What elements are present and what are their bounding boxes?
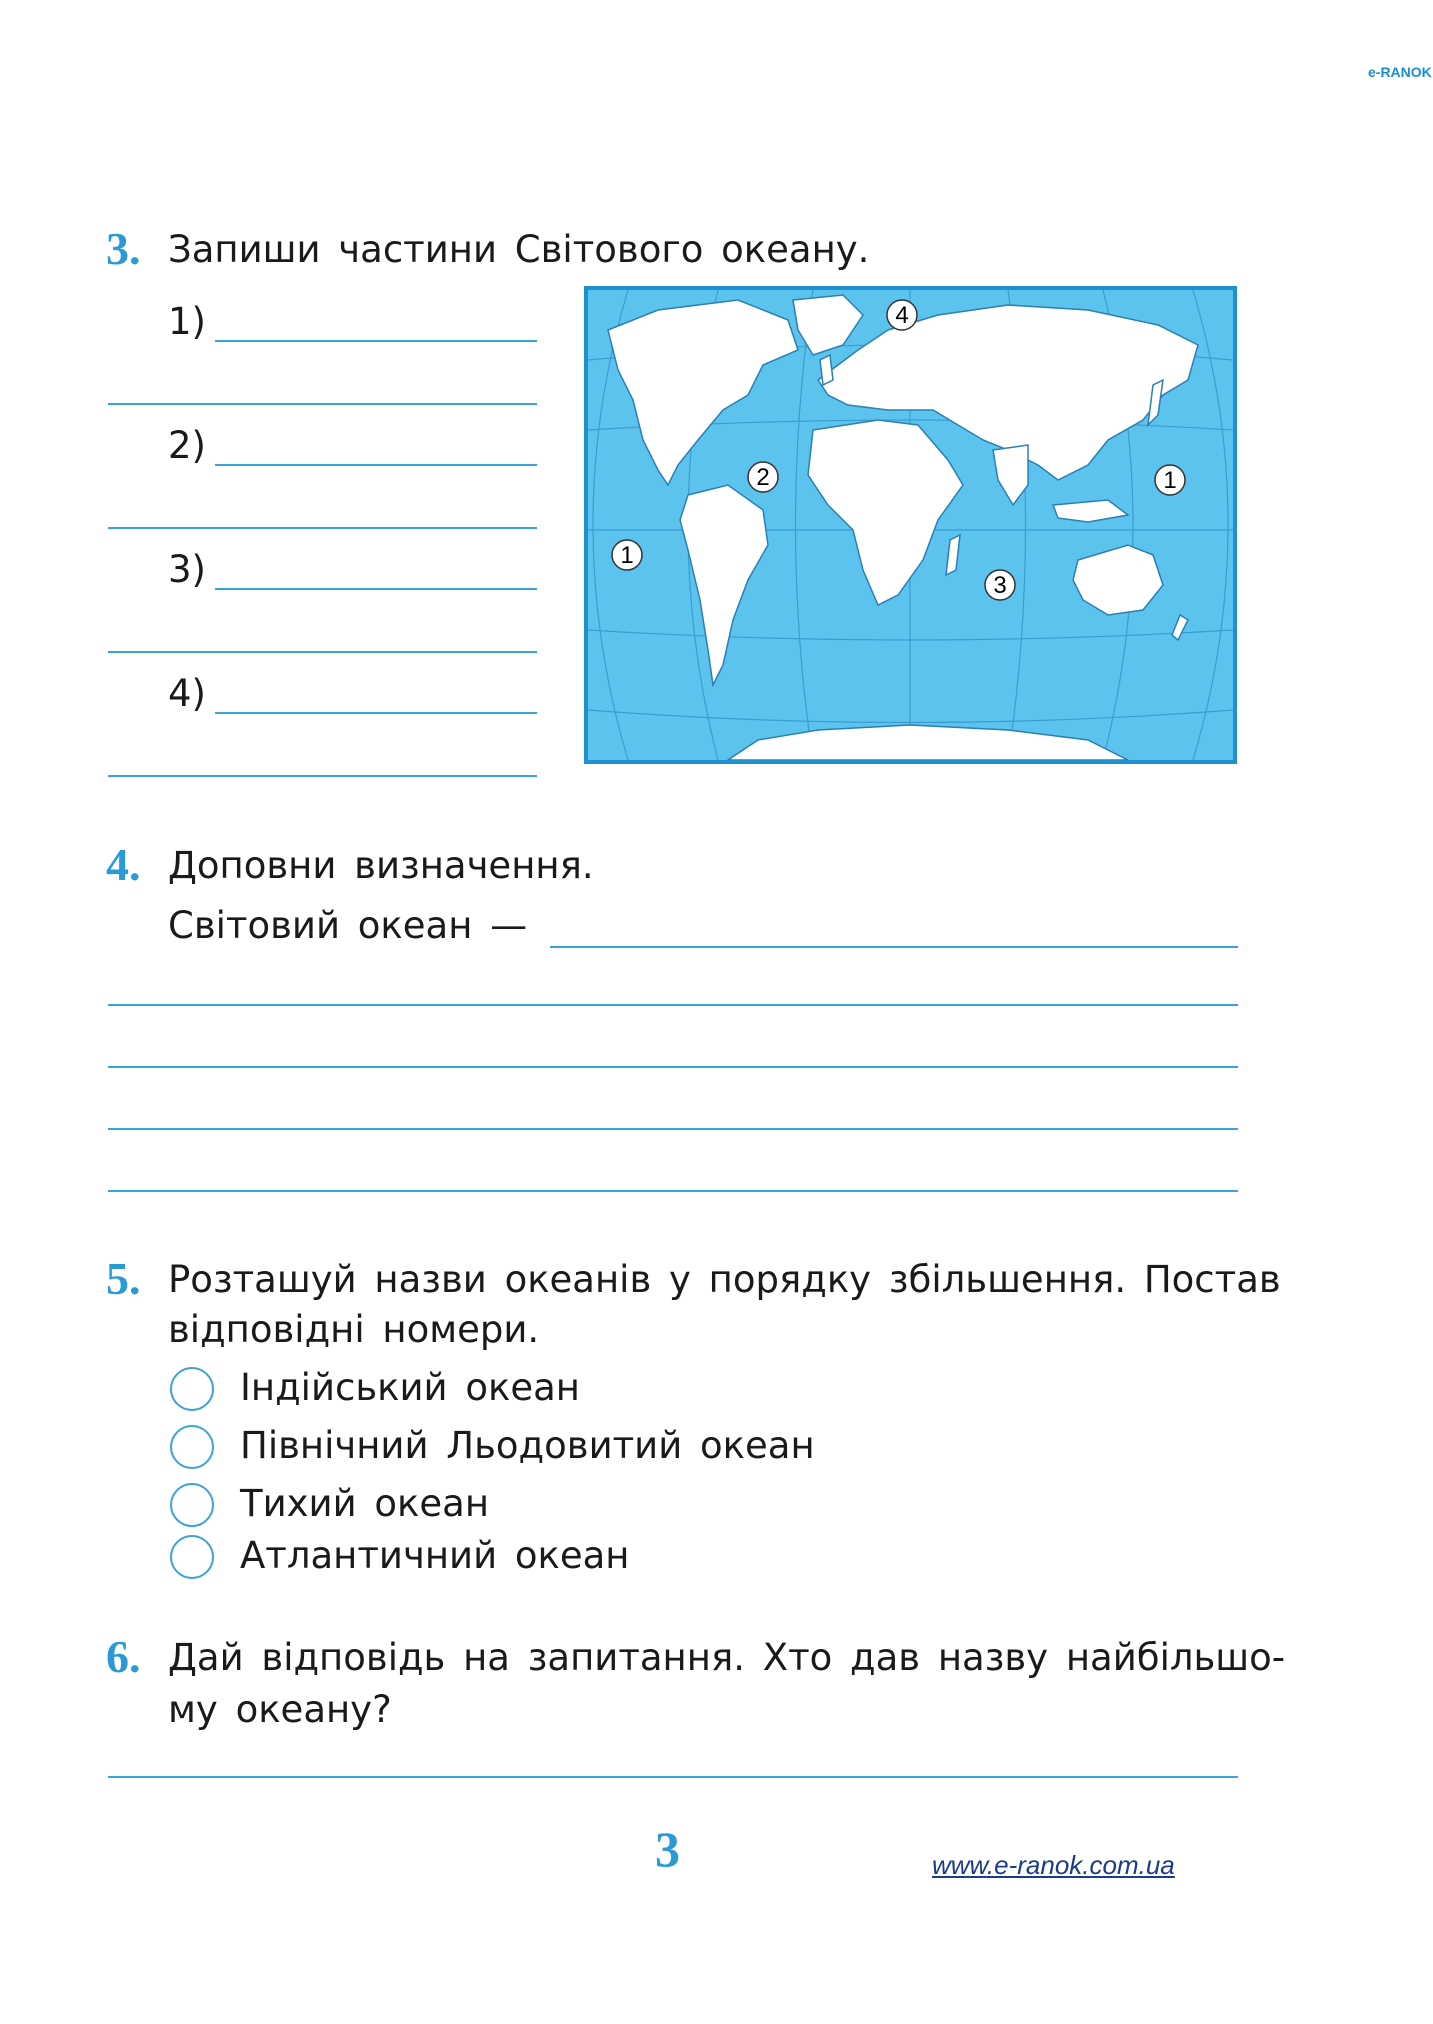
definition-line-3[interactable] [108,1066,1238,1068]
answer-4-label: 4) [168,672,206,715]
new-zealand [1172,615,1188,640]
definition-line-1[interactable] [550,946,1238,948]
british-isles [820,355,833,385]
answer-3-line-2[interactable] [108,651,537,653]
answer-2-line[interactable] [215,464,537,466]
world-map-svg [588,290,1233,760]
order-circle-4[interactable] [170,1535,214,1579]
answer-1-line[interactable] [215,340,537,342]
publisher-logo: e-RANOK [1368,64,1432,80]
footer-link[interactable]: www.e-ranok.com.ua [932,1850,1175,1880]
madagascar [946,535,960,575]
world-map [584,286,1237,764]
answer-4-line-2[interactable] [108,775,537,777]
task-5-number: 5. [106,1253,141,1304]
marker-1-west [612,540,642,570]
answer-1-label: 1) [168,300,206,343]
north-america [608,300,798,485]
definition-line-5[interactable] [108,1190,1238,1192]
task-4-number: 4. [106,839,141,890]
africa [808,420,963,605]
india [993,445,1028,505]
marker-3 [985,570,1015,600]
answer-3-line[interactable] [215,588,537,590]
option-indian-ocean: Індійський океан [240,1366,580,1409]
definition-prompt: Світовий океан — [168,904,528,947]
antarctica [728,725,1128,760]
task-5-text-line-1: Розташуй назви океанів у порядку збільшення. Постав [168,1258,1281,1301]
task-6-number: 6. [106,1631,141,1682]
page-number: 3 [655,1821,680,1877]
task-5-text-line-2: відповідні номери. [168,1308,540,1351]
task-4-text: Доповни визначення. [168,844,594,887]
svg-text:2: 2 [756,464,770,491]
answer-6-line[interactable] [108,1776,1238,1778]
answer-2-line-2[interactable] [108,527,537,529]
answer-1-line-2[interactable] [108,403,537,405]
marker-4 [887,300,917,330]
definition-line-4[interactable] [108,1128,1238,1130]
answer-2-label: 2) [168,424,206,467]
task-3-text: Запиши частини Світового океану. [168,228,870,271]
answer-4-line[interactable] [215,712,537,714]
task-6-text-line-1: Дай відповідь на запитання. Хто дав назву найбільшо- [168,1636,1286,1679]
order-circle-3[interactable] [170,1483,214,1527]
task-3-number: 3. [106,223,141,274]
svg-text:3: 3 [993,572,1007,599]
svg-text:4: 4 [895,302,909,329]
option-atlantic-ocean: Атлантичний океан [240,1534,630,1577]
order-circle-1[interactable] [170,1367,214,1411]
order-circle-2[interactable] [170,1425,214,1469]
svg-text:1: 1 [620,542,634,569]
task-6-text-line-2: му океану? [168,1688,392,1731]
indonesia [1053,500,1128,522]
svg-text:1: 1 [1163,467,1177,494]
marker-2 [748,462,778,492]
answer-3-label: 3) [168,548,206,591]
continents [608,295,1198,760]
option-arctic-ocean: Північний Льодовитий океан [240,1424,815,1467]
definition-line-2[interactable] [108,1004,1238,1006]
south-america [680,485,768,685]
option-pacific-ocean: Тихий океан [240,1482,490,1525]
marker-1-east [1155,465,1185,495]
australia [1073,545,1163,615]
